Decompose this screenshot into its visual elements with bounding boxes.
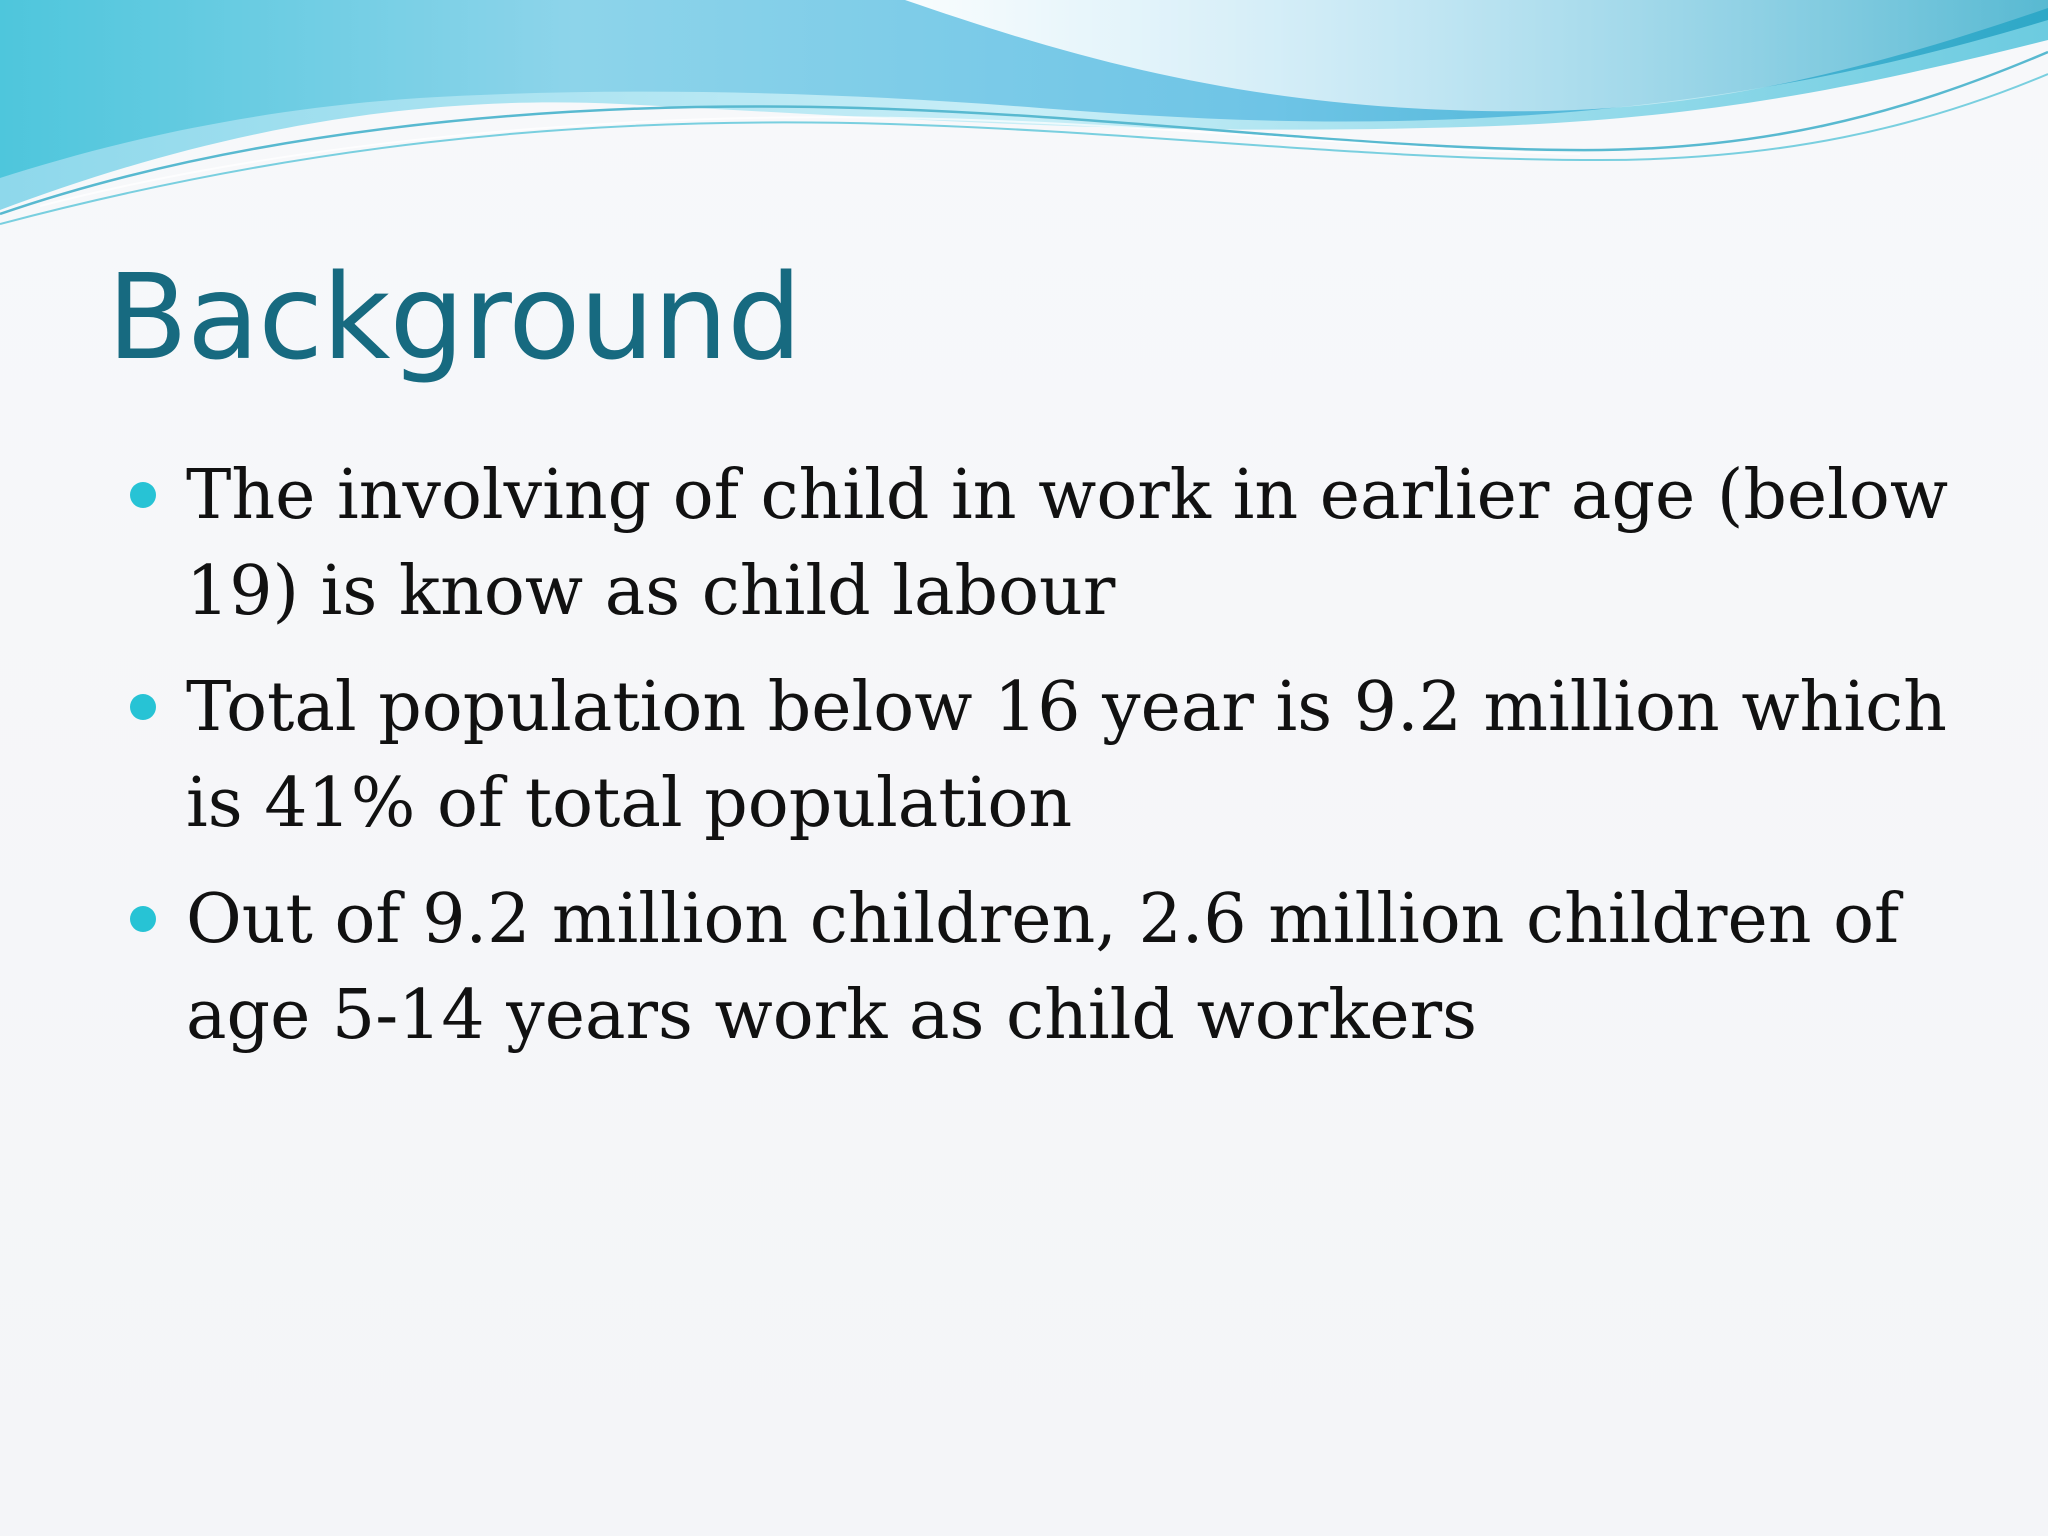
bullet-item: [128, 872, 1968, 1064]
decorative-wave-header: [0, 0, 2048, 240]
bullet-text: Total population below 16 year is 9.2 million which is 41% of total population: [186, 668, 1947, 843]
bullet-dot-icon: [130, 906, 156, 932]
bullet-list: [128, 448, 1968, 1084]
bullet-dot-icon: [130, 694, 156, 720]
bullet-dot-icon: [130, 482, 156, 508]
bullet-text: The involving of child in work in earlier age (below 19) is know as child labour: [186, 456, 1949, 631]
bullet-item: [128, 660, 1968, 852]
bullet-item: [128, 448, 1968, 640]
slide-title: Background: [107, 248, 801, 386]
bullet-text: Out of 9.2 million children, 2.6 million children of age 5-14 years work as child workers: [186, 880, 1900, 1055]
